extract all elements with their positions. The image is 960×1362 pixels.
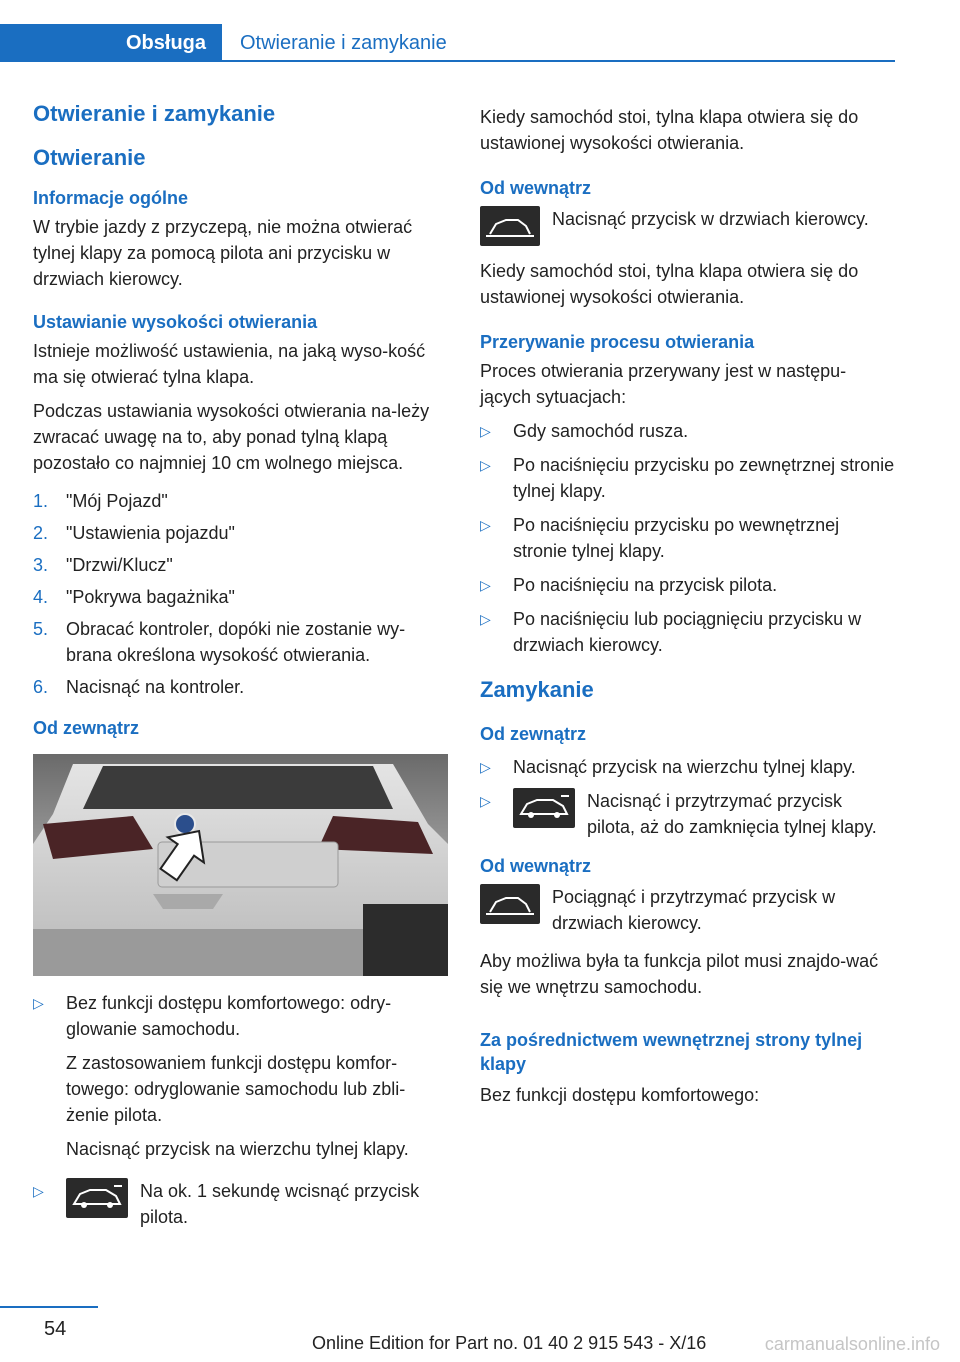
tailgate-inner-heading: Za pośrednictwem wewnętrznej strony tylnej klapy	[480, 1030, 863, 1074]
header-rule	[222, 60, 895, 62]
car-key-tailgate-icon	[513, 788, 575, 828]
steps-list	[33, 488, 448, 700]
door-button-icon	[480, 884, 540, 924]
section-tab[interactable]: Obsługa	[0, 24, 222, 62]
list-item: ▷ Po naciśnięciu lub pociągnięciu przycisku w drzwiach kierowcy.	[480, 606, 895, 658]
general-info-text: W trybie jazdy z przyczepą, nie można otwierać tylnej klapy za pomocą pilota ani przycisku w drzwiach kierowcy.	[33, 217, 413, 289]
close-inside-instruction: Pociągnąć i przytrzymać przycisk w drzwiach kierowcy.	[552, 887, 836, 933]
tailgate-photo	[33, 754, 448, 976]
footer-rule	[0, 1306, 98, 1308]
arrow-bullet-icon: ▷	[480, 577, 491, 593]
list-item: 6. Nacisnąć na kontroler.	[33, 677, 245, 697]
opening-height-text-2: Podczas ustawiania wysokości otwierania na-leży zwracać uwagę na to, aby ponad tylną klapą pozostało co najmniej 10 cm wolnego miejsca.	[33, 401, 430, 473]
close-inside-text: Aby możliwa była ta funkcja pilot musi znajdo-wać się we wnętrzu samochodu.	[480, 951, 879, 997]
door-button-icon	[480, 206, 540, 246]
list-item: ▷ Nacisnąć przycisk na wierzchu tylnej klapy.	[480, 754, 895, 780]
close-inside-heading: Od wewnątrz	[480, 856, 592, 876]
header-bar	[0, 24, 895, 62]
list-item: 4. "Pokrywa bagażnika"	[33, 587, 235, 607]
opening-height-text-1: Istnieje możliwość ustawienia, na jaką wyso-kość ma się otwierać tylna klapa.	[33, 341, 426, 387]
opening-height-heading: Ustawianie wysokości otwierania	[33, 312, 318, 332]
outside-heading: Od zewnątrz	[33, 718, 140, 738]
arrow-bullet-icon: ▷	[480, 423, 491, 439]
arrow-bullet-icon: ▷	[33, 1183, 44, 1199]
list-item: ▷ Nacisnąć i przytrzymać przycisk pilota, aż do zamknięcia tylnej klapy.	[480, 788, 895, 840]
arrow-bullet-icon: ▷	[480, 793, 491, 809]
page-heading: Otwieranie i zamykanie	[33, 101, 276, 126]
close-outside-list	[480, 754, 895, 840]
list-item: 2. "Ustawienia pojazdu"	[33, 523, 235, 543]
arrow-bullet-icon: ▷	[480, 611, 491, 627]
general-info-heading: Informacje ogólne	[33, 188, 189, 208]
arrow-bullet-icon: ▷	[480, 457, 491, 473]
list-item: ▷ Na ok. 1 sekundę wcisnąć przycisk pilota.	[33, 1178, 448, 1230]
list-item: ▷ Po naciśnięciu przycisku po zewnętrznej stronie tylnej klapy.	[480, 452, 895, 504]
inside-instruction: Nacisnąć przycisk w drzwiach kierowcy.	[552, 209, 869, 229]
list-item: ▷ Po naciśnięciu na przycisk pilota.	[480, 572, 895, 598]
arrow-bullet-icon: ▷	[480, 759, 491, 775]
list-item: 5. Obracać kontroler, dopóki nie zostanie wy-brana określona wysokość otwierania.	[33, 619, 406, 665]
intro-text: Kiedy samochód stoi, tylna klapa otwiera się do ustawionej wysokości otwierania.	[480, 107, 859, 153]
right-column	[480, 104, 895, 1120]
chapter-title: Otwieranie i zamykanie	[240, 32, 447, 54]
list-item: ▷ Po naciśnięciu przycisku po wewnętrznej stronie tylnej klapy.	[480, 512, 895, 564]
car-key-tailgate-icon	[66, 1178, 128, 1218]
close-outside-heading: Od zewnątrz	[480, 724, 587, 744]
watermark: carmanualsonline.info	[764, 1334, 940, 1354]
interrupt-text: Proces otwierania przerywany jest w następu-jących sytuacjach:	[480, 361, 847, 407]
list-item: 1. "Mój Pojazd"	[33, 491, 168, 511]
tailgate-inner-text: Bez funkcji dostępu komfortowego:	[480, 1085, 760, 1105]
closing-heading: Zamykanie	[480, 677, 594, 702]
left-column	[33, 100, 448, 1244]
inside-heading: Od wewnątrz	[480, 178, 592, 198]
arrow-bullet-icon: ▷	[33, 995, 44, 1011]
arrow-bullet-icon: ▷	[480, 517, 491, 533]
list-item: ▷ Gdy samochód rusza.	[480, 418, 895, 444]
interrupt-list	[480, 418, 895, 658]
edition-text: Online Edition for Part no. 01 40 2 915 543 - X/16	[312, 1333, 707, 1353]
list-item: 3. "Drzwi/Klucz"	[33, 555, 173, 575]
list-item: ▷ Bez funkcji dostępu komfortowego: odry-glowanie samochodu. Z zastosowaniem funkcji dostępu komfor-towego: odryglowanie samochodu lub zbli-żenie pilota. Nacisnąć przycisk na wierzchu tylnej klapy.	[33, 990, 448, 1162]
opening-heading: Otwieranie	[33, 145, 146, 170]
page-number: 54	[44, 1318, 67, 1340]
interrupt-heading: Przerywanie procesu otwierania	[480, 332, 755, 352]
inside-text: Kiedy samochód stoi, tylna klapa otwiera się do ustawionej wysokości otwierania.	[480, 261, 859, 307]
outside-open-list	[33, 990, 448, 1230]
